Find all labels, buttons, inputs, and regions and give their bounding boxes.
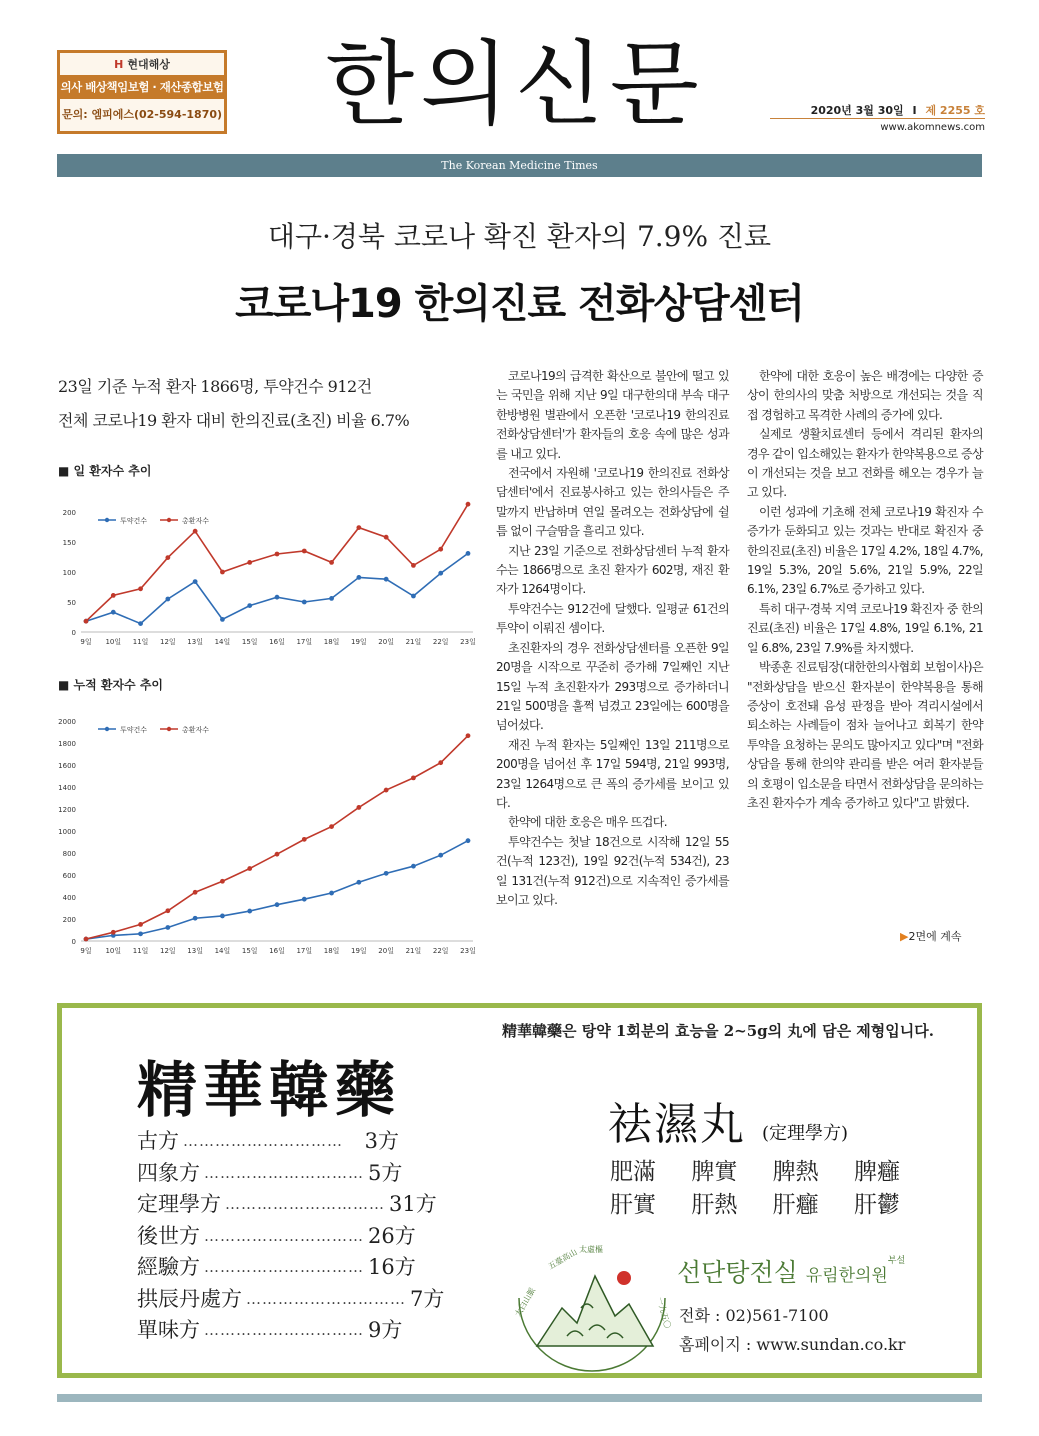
data-point — [466, 502, 471, 507]
legend-label: 투약건수 — [120, 726, 148, 734]
x-tick-label: 16일 — [269, 638, 285, 646]
symptom: 肝癰 — [772, 1192, 819, 1218]
x-tick-label: 17일 — [296, 638, 313, 646]
data-point — [411, 563, 416, 568]
data-point — [384, 577, 389, 582]
formula-row: 經驗方 ………………………… 16方 — [137, 1255, 416, 1279]
x-tick-label: 11일 — [132, 638, 149, 646]
daily-patients-chart-svg — [58, 479, 478, 659]
article-deck — [58, 370, 468, 438]
clinic-tiny: 부설 — [887, 1256, 906, 1266]
clinic-phone[interactable]: 전화 : 02)561-7100 — [679, 1306, 829, 1325]
issue-date: 2020년 3월 30일 — [810, 104, 904, 117]
data-point — [165, 925, 170, 930]
x-tick-label: 16일 — [269, 947, 285, 955]
formula-row: 四象方 ………………………… 5方 — [137, 1160, 403, 1185]
x-tick-label: 23일 — [460, 638, 476, 646]
data-point — [193, 890, 198, 895]
article-paragraph: 투약건수는 912건에 달했다. 일평균 61건의 투약이 이뤄진 셈이다. — [496, 601, 729, 636]
symptom: 脾熱 — [772, 1159, 819, 1185]
hyundai-logo-icon: H — [114, 57, 124, 71]
data-point — [411, 775, 416, 780]
prescription-source: (定理學方) — [762, 1123, 849, 1144]
continued-label: 2면에 계속 — [908, 930, 962, 943]
x-tick-label: 20일 — [378, 947, 394, 955]
data-point — [329, 560, 334, 565]
data-point — [247, 866, 252, 871]
x-tick-label: 19일 — [351, 947, 367, 955]
insurance-brand-label: 현대해상 — [127, 58, 170, 71]
data-point — [302, 549, 307, 554]
x-tick-label: 13일 — [187, 947, 203, 955]
data-point — [466, 551, 471, 556]
issue-underline — [770, 118, 985, 119]
herbal-medicine-ad[interactable] — [57, 1003, 982, 1378]
ad-title: 精華韓藥 — [137, 1056, 401, 1126]
x-tick-label: 20일 — [378, 638, 394, 646]
data-point — [138, 621, 143, 626]
formula-row: 單味方 ………………………… 9方 — [137, 1318, 403, 1342]
data-point — [220, 617, 225, 622]
data-point — [165, 555, 170, 560]
clinic-contact — [679, 1301, 905, 1359]
legend-label: 총환자수 — [182, 517, 210, 525]
x-tick-label: 17일 — [296, 947, 313, 955]
data-point — [193, 579, 198, 584]
data-point — [411, 864, 416, 869]
article-paragraph: 코로나19의 급격한 확산으로 불안에 떨고 있는 국민을 위해 지난 9일 대구한의대 부속 대구한방병원 별관에서 오픈한 '코로나19 한의진료 전화상담센터'가 환자들의 호응 속에 많은 성과를 내고 있다. — [496, 369, 729, 461]
y-tick-label: 0 — [71, 629, 76, 637]
series-line — [86, 553, 468, 623]
data-point — [111, 593, 116, 598]
article-paragraph: 박종훈 진료팀장(대한한의사협회 보험이사)은 "전화상담을 받으신 환자분이 한약복용을 통해 증상이 호전돼 음성 판정을 받아 격리시설에서 퇴소하는 사례들이 점차 늘어나고 회복기 한약 투약을 요청하는 문의도 많아지고 있다"며 "전화상담을 통해 한의약 관리를 받은 여러 환자분들의 호평이 입소문을 타면서 전화상담을 문의하는 초진 환자수가 계속 증가하고 있다"고 밝혔다. — [747, 660, 983, 810]
y-tick-label: 0 — [71, 938, 76, 946]
data-point — [438, 760, 443, 765]
ad-tagline: 精華韓藥은 탕약 1회분의 효능을 2~5g의 丸에 담은 제형입니다. — [502, 1022, 934, 1040]
masthead-subtitle-bar: The Korean Medicine Times — [57, 154, 982, 177]
x-tick-label: 11일 — [132, 947, 149, 955]
issue-number: 제 2255 호 — [925, 104, 985, 117]
x-tick-label: 10일 — [105, 947, 122, 955]
footer-bar — [57, 1394, 982, 1402]
y-tick-label: 100 — [62, 569, 76, 577]
data-point — [193, 529, 198, 534]
x-tick-label: 10일 — [105, 638, 122, 646]
data-point — [138, 931, 143, 936]
legend-label: 총환자수 — [182, 726, 210, 734]
formula-row: 拱辰丹處方 ………………………… 7方 — [137, 1286, 445, 1311]
clinic-subtitle: 유림한의원 — [805, 1266, 888, 1286]
website-link[interactable]: www.akomnews.com — [880, 122, 985, 133]
data-point — [138, 586, 143, 591]
data-point — [438, 547, 443, 552]
x-tick-label: 12일 — [160, 947, 176, 955]
data-point — [220, 570, 225, 575]
formula-row: 後世方 ………………………… 26方 — [137, 1223, 416, 1248]
deck-line: 23일 기준 누적 환자 1866명, 투약건수 912건 — [58, 377, 372, 396]
formula-list — [137, 1126, 445, 1347]
triangle-right-icon: ▶ — [900, 930, 909, 943]
y-tick-label: 50 — [67, 599, 76, 607]
article-paragraph: 초진환자의 경우 전화상담센터를 오픈한 9일 20명을 시작으로 꾸준히 증가해 7일째인 지난 15일 누적 초진환자가 293명으로 증가하더니 21일 500명을 훌쩍 넘겼고 23일에는 600명을 넘어섰다. — [496, 640, 729, 733]
clinic-homepage[interactable]: 홈페이지 : www.sundan.co.kr — [679, 1335, 906, 1354]
y-tick-label: 1400 — [58, 784, 76, 792]
data-point — [329, 824, 334, 829]
formula-row: 古方 ………………………… 3方 — [137, 1129, 399, 1153]
y-tick-label: 200 — [62, 916, 76, 924]
prescription-name: 祛濕丸 (定理學方) — [608, 1099, 849, 1150]
newspaper-title: 한의신문 — [325, 31, 705, 138]
data-point — [275, 595, 280, 600]
data-point — [411, 594, 416, 599]
mountain-seal-icon — [507, 1238, 677, 1363]
data-point — [247, 909, 252, 914]
data-point — [384, 871, 389, 876]
article-paragraph: 한약에 대한 호응이 높은 배경에는 다양한 증상이 한의사의 맞춤 처방으로 개선되는 것을 직접 경험하고 목격한 사례의 증가에 있다. — [747, 369, 983, 422]
legend-marker — [167, 518, 171, 522]
data-point — [466, 838, 471, 843]
data-point — [247, 560, 252, 565]
clinic-name: 선단탕전실 유림한의원$^{부설}$ — [677, 1256, 906, 1287]
legend-marker — [167, 727, 171, 731]
insurance-brand — [60, 53, 224, 75]
x-tick-label: 21일 — [405, 638, 422, 646]
y-tick-label: 600 — [62, 872, 76, 880]
chart-title: ■ 일 환자수 추이 — [58, 464, 152, 478]
y-tick-label: 1000 — [58, 828, 76, 836]
article-paragraph: 전국에서 자원해 '코로나19 한의진료 전화상담센터'에서 진료봉사하고 있는 한의사들은 주말까지 반납하며 연일 몰려오는 전화상담에 쉴 틈 없이 구슬땀을 흘리고 있다. — [496, 466, 729, 539]
series-line — [86, 736, 468, 939]
data-point — [275, 552, 280, 557]
cumulative-patients-chart-svg — [58, 693, 478, 963]
x-tick-label: 14일 — [214, 947, 231, 955]
legend-marker — [105, 727, 109, 731]
article-kicker: 대구·경북 코로나 확진 환자의 7.9% 진료 — [267, 220, 772, 253]
x-tick-label: 9일 — [80, 638, 92, 646]
y-tick-label: 400 — [62, 894, 76, 902]
data-point — [356, 880, 361, 885]
y-tick-label: 150 — [62, 539, 76, 547]
article-paragraph: 한약에 대한 호응은 매우 뜨겁다. — [508, 815, 667, 830]
data-point — [220, 879, 225, 884]
data-point — [275, 852, 280, 857]
data-point — [384, 788, 389, 793]
data-point — [329, 891, 334, 896]
symptom: 肝鬱 — [853, 1192, 900, 1218]
article-paragraph: 재진 누적 환자는 5일째인 13일 211명으로 200명을 넘어선 후 17일 594명, 21일 993명, 23일 1264명으로 큰 폭의 증가세를 보이고 있다. — [496, 737, 729, 810]
symptom: 脾癰 — [853, 1159, 900, 1185]
x-tick-label: 18일 — [323, 638, 340, 646]
article-paragraph: 실제로 생활치료센터 등에서 격리된 환자의 경우 같이 입소해있는 환자가 한약복용으로 증상이 개선되는 것을 보고 전화를 해오는 경우가 늘고 있다. — [747, 427, 983, 500]
article-paragraph: 이런 성과에 기초해 전체 코로나19 확진자 수 증가가 둔화되고 있는 것과는 반대로 확진자 중 한의진료(초진) 비율은 17일 4.2%, 18일 4.7%, 19일 5.3%, 20일 5.6%, 21일 5.9%, 22일 6.1%, 23일 6.7%로 증가하고 있다. — [747, 504, 983, 597]
data-point — [329, 596, 334, 601]
x-tick-label: 18일 — [323, 947, 340, 955]
data-point — [438, 853, 443, 858]
article-headline: 코로나19 한의진료 전화상담센터 — [235, 281, 804, 327]
data-point — [356, 575, 361, 580]
data-point — [438, 571, 443, 576]
article-column-2 — [747, 367, 983, 813]
data-point — [165, 597, 170, 602]
legend-marker — [105, 518, 109, 522]
x-tick-label: 22일 — [432, 947, 449, 955]
x-tick-label: 13일 — [187, 638, 203, 646]
seal-text: 太虛樞 — [579, 1245, 603, 1254]
data-point — [466, 733, 471, 738]
x-tick-label: 15일 — [241, 947, 258, 955]
data-point — [384, 535, 389, 540]
x-tick-label: 22일 — [432, 638, 449, 646]
issue-separator: I — [912, 104, 917, 117]
data-point — [165, 908, 170, 913]
insurance-ad[interactable] — [57, 50, 227, 134]
data-point — [302, 837, 307, 842]
symptom-list — [610, 1156, 900, 1222]
seal-text: 太白山脈 — [513, 1286, 538, 1319]
x-tick-label: 15일 — [241, 638, 258, 646]
chart-title: ■ 누적 환자수 추이 — [58, 678, 164, 692]
symptom: 脾實 — [691, 1159, 738, 1185]
legend-label: 투약건수 — [120, 517, 148, 525]
seal-text: 一九五〇 — [655, 1296, 673, 1330]
data-point — [84, 937, 89, 942]
insurance-product: 의사 배상책임보험 · 재산종합보험 — [60, 75, 224, 99]
x-tick-label: 9일 — [80, 947, 92, 955]
data-point — [220, 914, 225, 919]
x-tick-label: 19일 — [351, 638, 367, 646]
deck-line: 전체 코로나19 환자 대비 한의진료(초진) 비율 6.7% — [58, 411, 410, 430]
y-tick-label: 200 — [62, 509, 76, 517]
cumulative-patients-chart — [58, 676, 478, 963]
x-tick-label: 12일 — [160, 638, 176, 646]
data-point — [356, 805, 361, 810]
continued-link[interactable] — [900, 928, 961, 944]
data-point — [247, 603, 252, 608]
insurance-contact: 문의: 엠피에스(02-594-1870) — [61, 108, 223, 121]
y-tick-label: 1800 — [58, 740, 76, 748]
article-column-1 — [496, 367, 729, 910]
symptom: 肝熱 — [691, 1192, 738, 1218]
article-paragraph: 특히 대구·경북 지역 코로나19 확진자 중 한의진료(초진) 비율은 17일 4.8%, 19일 6.1%, 21일 6.8%, 23일 7.9%를 차지했다. — [747, 601, 983, 655]
data-point — [302, 600, 307, 605]
data-point — [356, 525, 361, 530]
x-tick-label: 23일 — [460, 947, 476, 955]
data-point — [111, 610, 116, 615]
data-point — [111, 930, 116, 935]
x-tick-label: 21일 — [405, 947, 422, 955]
y-tick-label: 2000 — [58, 718, 76, 726]
data-point — [138, 922, 143, 927]
seal-text: 五臺高山 — [546, 1247, 579, 1272]
data-point — [302, 897, 307, 902]
data-point — [275, 902, 280, 907]
article-paragraph: 투약건수는 첫날 18건으로 시작해 12일 55건(누적 123건), 19일 92건(누적 534건), 23일 131건(누적 912건)으로 지속적인 증가세를 보이고 있다. — [496, 834, 729, 907]
formula-row: 定理學方 ………………………… 31方 — [137, 1192, 437, 1216]
data-point — [193, 916, 198, 921]
y-tick-label: 1600 — [58, 762, 76, 770]
symptom: 肝實 — [610, 1192, 656, 1218]
y-tick-label: 1200 — [58, 806, 76, 814]
y-tick-label: 800 — [62, 850, 76, 858]
symptom: 肥滿 — [610, 1159, 656, 1185]
data-point — [84, 619, 89, 624]
article-paragraph: 지난 23일 기준으로 전화상담센터 누적 환자 수는 1866명으로 초진 환자가 602명, 재진 환자가 1264명이다. — [496, 543, 729, 597]
daily-patients-chart — [58, 462, 478, 659]
x-tick-label: 14일 — [214, 638, 231, 646]
